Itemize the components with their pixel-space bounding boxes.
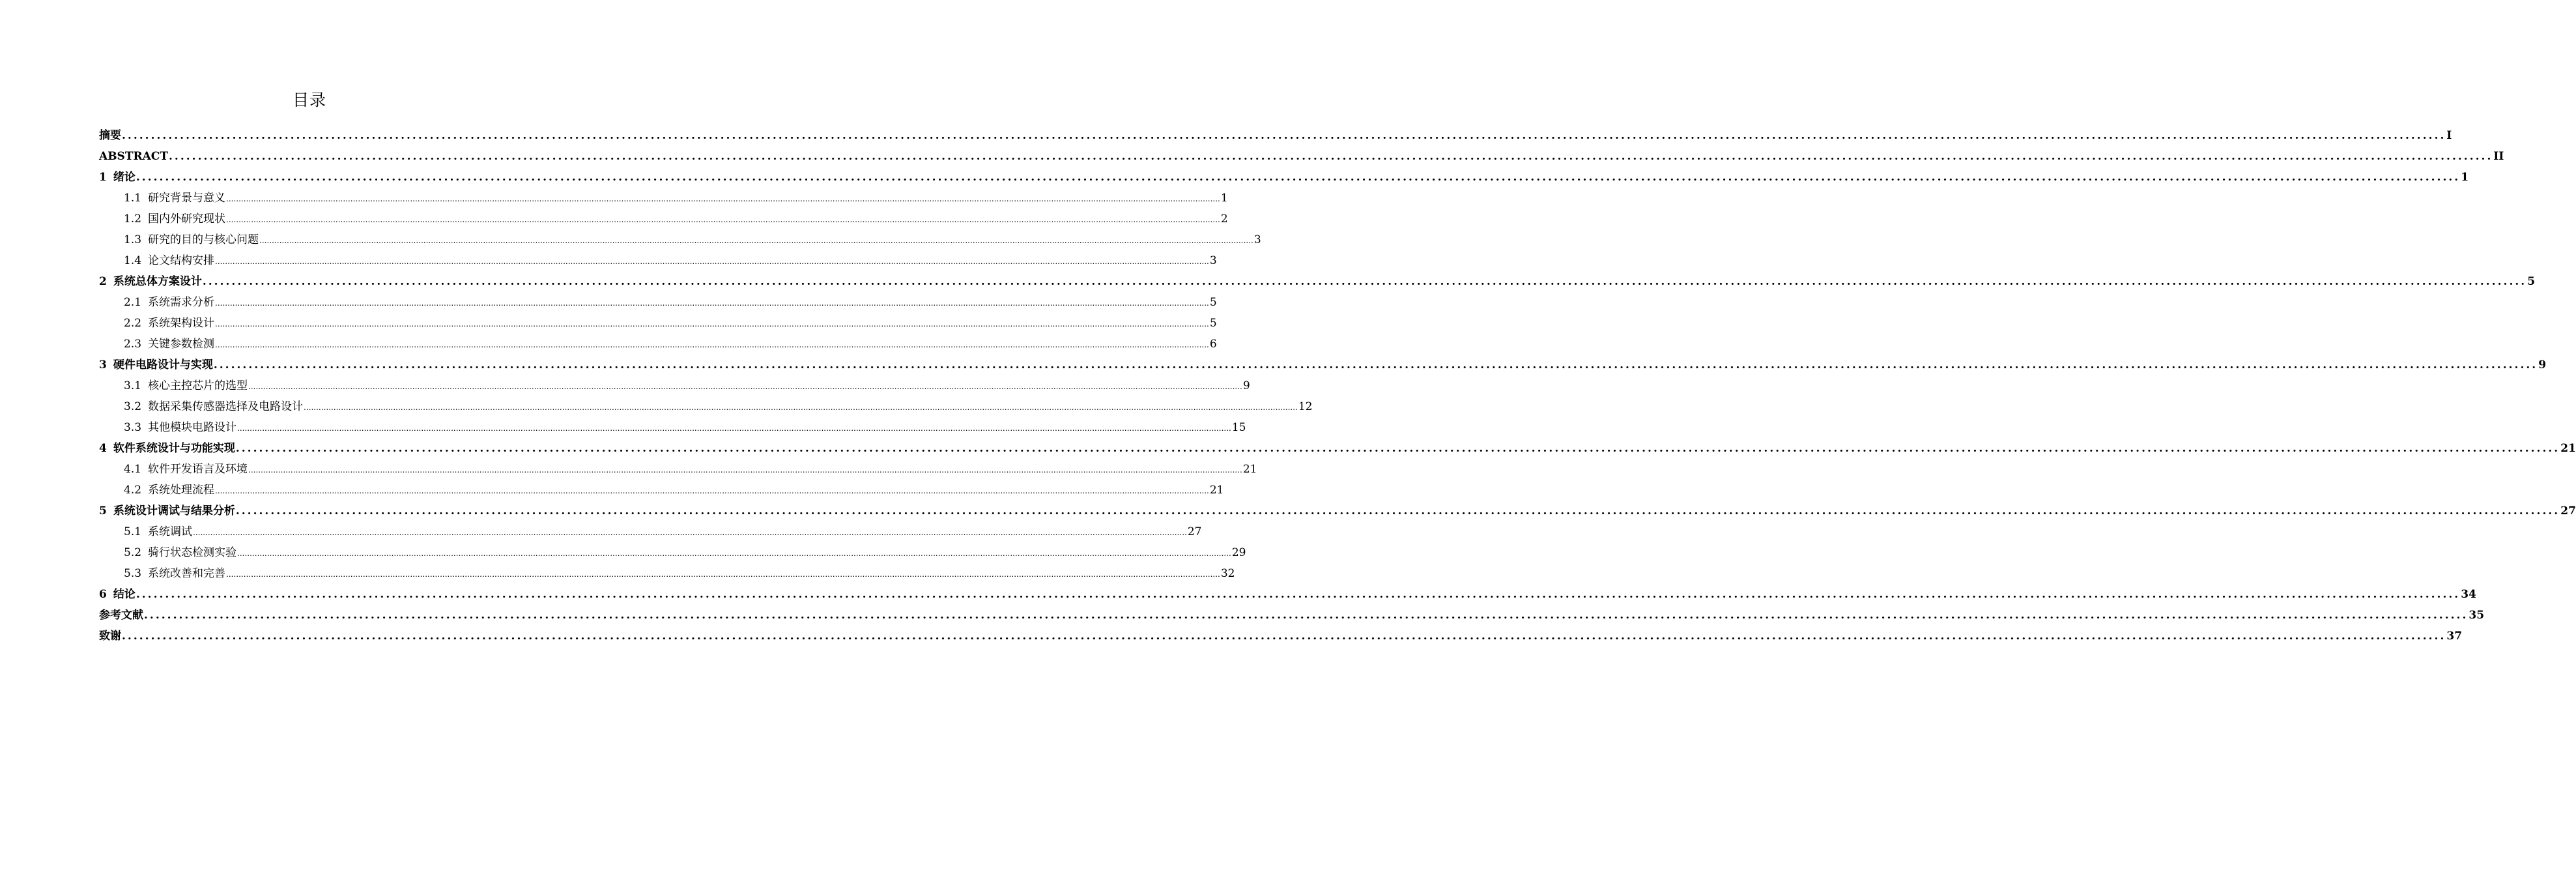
dot-leader: ................................................................................................................................................................................................................................................................................................................................................................................................................ [235,504,2560,518]
dot-leader: ................................................................................................................................................................................................................................................................................................................................................................................................................ [215,257,1209,266]
toc-entry-number: 1.2 [124,212,142,226]
toc-entry-page-number: 5 [1209,317,1217,330]
dot-leader: ................................................................................................................................................................................................................................................................................................................................................................................................................ [237,424,1231,433]
toc-entry-text: 系统设计调试与结果分析 [113,504,235,518]
dot-leader: ................................................................................................................................................................................................................................................................................................................................................................................................................ [226,194,1220,203]
toc-entry-label [124,292,214,313]
toc-entry-page-number: 6 [1209,338,1217,351]
toc-entry[interactable] [99,355,2547,375]
toc-entry-label [99,125,121,146]
dot-leader: ................................................................................................................................................................................................................................................................................................................................................................................................................ [122,630,2446,643]
toc-entry-number: 1.3 [124,233,142,246]
toc-entry-label [99,584,136,605]
dot-leader: ................................................................................................................................................................................................................................................................................................................................................................................................................ [215,340,1209,349]
dot-leader: ................................................................................................................................................................................................................................................................................................................................................................................................................ [237,549,1231,558]
page-title: 目录 [292,91,326,110]
toc-entry-text: 系统处理流程 [148,484,215,497]
toc-entry-number: 3 [99,358,107,372]
dot-leader: ................................................................................................................................................................................................................................................................................................................................................................................................................ [215,319,1209,328]
toc-entry-label [124,459,248,480]
toc-entry[interactable] [99,334,1217,355]
toc-entry-page-number: 15 [1231,421,1246,434]
toc-entry-number: 1.4 [124,254,142,267]
toc-entry[interactable] [99,146,2504,167]
toc-entry-page-number: 32 [1220,567,1235,580]
toc-entry-text: ABSTRACT [99,150,168,163]
dot-leader: ................................................................................................................................................................................................................................................................................................................................................................................................................ [304,403,1298,412]
toc-entry[interactable] [99,417,1246,438]
toc-entry-number: 2.2 [124,317,142,330]
dot-leader: ................................................................................................................................................................................................................................................................................................................................................................................................................ [259,236,1253,245]
toc-entry-label [124,188,225,209]
toc-entry-page-number: 5 [2527,275,2536,288]
toc-entry-page-number: 5 [1209,296,1217,309]
toc-entry-number: 2.3 [124,338,142,351]
toc-entry-label [124,396,303,417]
toc-entry-text: 数据采集传感器选择及电路设计 [148,400,304,413]
toc-entry[interactable] [99,605,2485,626]
toc-entry-label [124,521,192,542]
toc-entry-text: 系统调试 [148,525,193,538]
toc-entry-text: 骑行状态检测实验 [148,546,237,559]
toc-entry-number: 4.1 [124,463,142,476]
toc-entry-page-number: 9 [1242,379,1250,392]
toc-entry-page-number: 2 [1220,212,1228,226]
toc-entry-label [124,250,214,271]
toc-entry-page-number: II [2493,150,2504,163]
toc-entry[interactable] [99,584,2476,605]
toc-entry[interactable] [99,271,2536,292]
toc-entry-number: 2 [99,275,107,288]
toc-entry-label [124,480,214,501]
toc-entry-text: 系统总体方案设计 [113,275,202,288]
toc-entry-number: 5.1 [124,525,142,538]
toc-entry-text: 国内外研究现状 [148,212,226,226]
toc-entry-number: 3.3 [124,421,142,434]
toc-entry-label [124,417,236,438]
toc-entry-number: 5.2 [124,546,142,559]
toc-entry-page-number: 9 [2538,358,2547,372]
toc-entry-page-number: 21 [2560,442,2576,455]
toc-entry-page-number: 21 [1242,463,1257,476]
toc-entry-page-number: 3 [1253,233,1261,246]
toc-entry[interactable] [99,125,2452,146]
dot-leader: ................................................................................................................................................................................................................................................................................................................................................................................................................ [213,358,2538,372]
toc-entry-text: 系统改善和完善 [148,567,226,580]
toc-entry-label [124,313,214,334]
dot-leader: ................................................................................................................................................................................................................................................................................................................................................................................................................ [215,486,1209,495]
dot-leader: ................................................................................................................................................................................................................................................................................................................................................................................................................ [235,442,2560,455]
toc-entry[interactable] [99,521,1202,542]
toc-entry-number: 1.1 [124,192,142,205]
toc-entry[interactable] [99,626,2463,647]
toc-entry-text: 系统架构设计 [148,317,215,330]
toc-entry[interactable] [99,229,1261,250]
toc-entry-number: 4 [99,442,107,455]
toc-entry[interactable] [99,501,2576,521]
toc-entry-text: 研究背景与意义 [148,192,226,205]
toc-entry-page-number: 1 [2461,171,2469,184]
toc-entry-number: 1 [99,171,107,184]
toc-entry-text: 其他模块电路设计 [148,421,237,434]
toc-entry-page-number: 27 [1187,525,1202,538]
toc-entry-text: 摘要 [99,129,121,142]
toc-entry-page-number: 35 [2469,609,2485,622]
toc-entry-text: 系统需求分析 [148,296,215,309]
dot-leader: ................................................................................................................................................................................................................................................................................................................................................................................................................ [248,382,1242,391]
toc-entry[interactable] [99,313,1217,334]
toc-entry-text: 研究的目的与核心问题 [148,233,259,246]
toc-entry-number: 3.2 [124,400,142,413]
table-of-contents [99,125,2576,647]
dot-leader: ................................................................................................................................................................................................................................................................................................................................................................................................................ [202,275,2527,288]
toc-entry-number: 3.1 [124,379,142,392]
toc-entry-number: 5 [99,504,107,518]
toc-entry-page-number: 12 [1298,400,1313,413]
toc-entry-label [124,375,248,396]
toc-entry-label [124,542,236,563]
toc-entry-page-number: 1 [1220,192,1228,205]
dot-leader: ................................................................................................................................................................................................................................................................................................................................................................................................................ [122,129,2446,142]
toc-entry[interactable] [99,292,1217,313]
toc-entry-page-number: 29 [1231,546,1246,559]
toc-entry-label [99,167,136,188]
toc-entry-label [99,626,121,647]
toc-entry[interactable] [99,563,1235,584]
dot-leader: ................................................................................................................................................................................................................................................................................................................................................................................................................ [136,171,2461,184]
toc-entry-text: 软件开发语言及环境 [148,463,248,476]
toc-entry-page-number: 21 [1209,484,1224,497]
toc-entry[interactable] [99,396,1313,417]
toc-entry[interactable] [99,167,2469,188]
toc-entry[interactable] [99,542,1246,563]
toc-entry-page-number: 37 [2446,630,2463,643]
dot-leader: ................................................................................................................................................................................................................................................................................................................................................................................................................ [226,215,1220,224]
toc-entry-label [99,501,235,521]
toc-entry-text: 核心主控芯片的选型 [148,379,248,392]
dot-leader: ................................................................................................................................................................................................................................................................................................................................................................................................................ [215,299,1209,308]
toc-entry[interactable] [99,459,1257,480]
toc-entry[interactable] [99,188,1228,209]
toc-entry-label [99,146,168,167]
toc-entry-number: 4.2 [124,484,142,497]
toc-entry-text: 论文结构安排 [148,254,215,267]
dot-leader: ................................................................................................................................................................................................................................................................................................................................................................................................................ [136,588,2461,601]
toc-entry-number: 6 [99,588,107,601]
toc-entry[interactable] [99,375,1250,396]
toc-entry-label [124,334,214,355]
toc-entry-page-number: I [2446,129,2452,142]
dot-leader: ................................................................................................................................................................................................................................................................................................................................................................................................................ [168,150,2493,163]
toc-entry[interactable] [99,209,1228,229]
toc-entry[interactable] [99,438,2576,459]
toc-entry-page-number: 27 [2560,504,2576,518]
toc-entry-label [99,271,202,292]
dot-leader: ................................................................................................................................................................................................................................................................................................................................................................................................................ [144,609,2469,622]
toc-entry-page-number: 34 [2461,588,2476,601]
toc-entry-label [99,438,235,459]
toc-entry-label [99,605,143,626]
toc-entry-text: 硬件电路设计与实现 [113,358,213,372]
toc-entry-number: 2.1 [124,296,142,309]
toc-entry-label [99,355,213,375]
toc-entry[interactable] [99,480,1224,501]
toc-entry-text: 参考文献 [99,609,143,622]
toc-entry-page-number: 3 [1209,254,1217,267]
toc-entry-label [124,209,225,229]
dot-leader: ................................................................................................................................................................................................................................................................................................................................................................................................................ [193,528,1187,537]
toc-entry-text: 致谢 [99,630,121,643]
dot-leader: ................................................................................................................................................................................................................................................................................................................................................................................................................ [248,465,1242,474]
toc-entry-text: 关键参数检测 [148,338,215,351]
toc-entry[interactable] [99,250,1217,271]
toc-entry-text: 结论 [113,588,136,601]
toc-entry-label [124,563,225,584]
toc-entry-label [124,229,259,250]
dot-leader: ................................................................................................................................................................................................................................................................................................................................................................................................................ [226,570,1220,579]
toc-entry-text: 绪论 [113,171,136,184]
toc-entry-number: 5.3 [124,567,142,580]
toc-entry-text: 软件系统设计与功能实现 [113,442,235,455]
